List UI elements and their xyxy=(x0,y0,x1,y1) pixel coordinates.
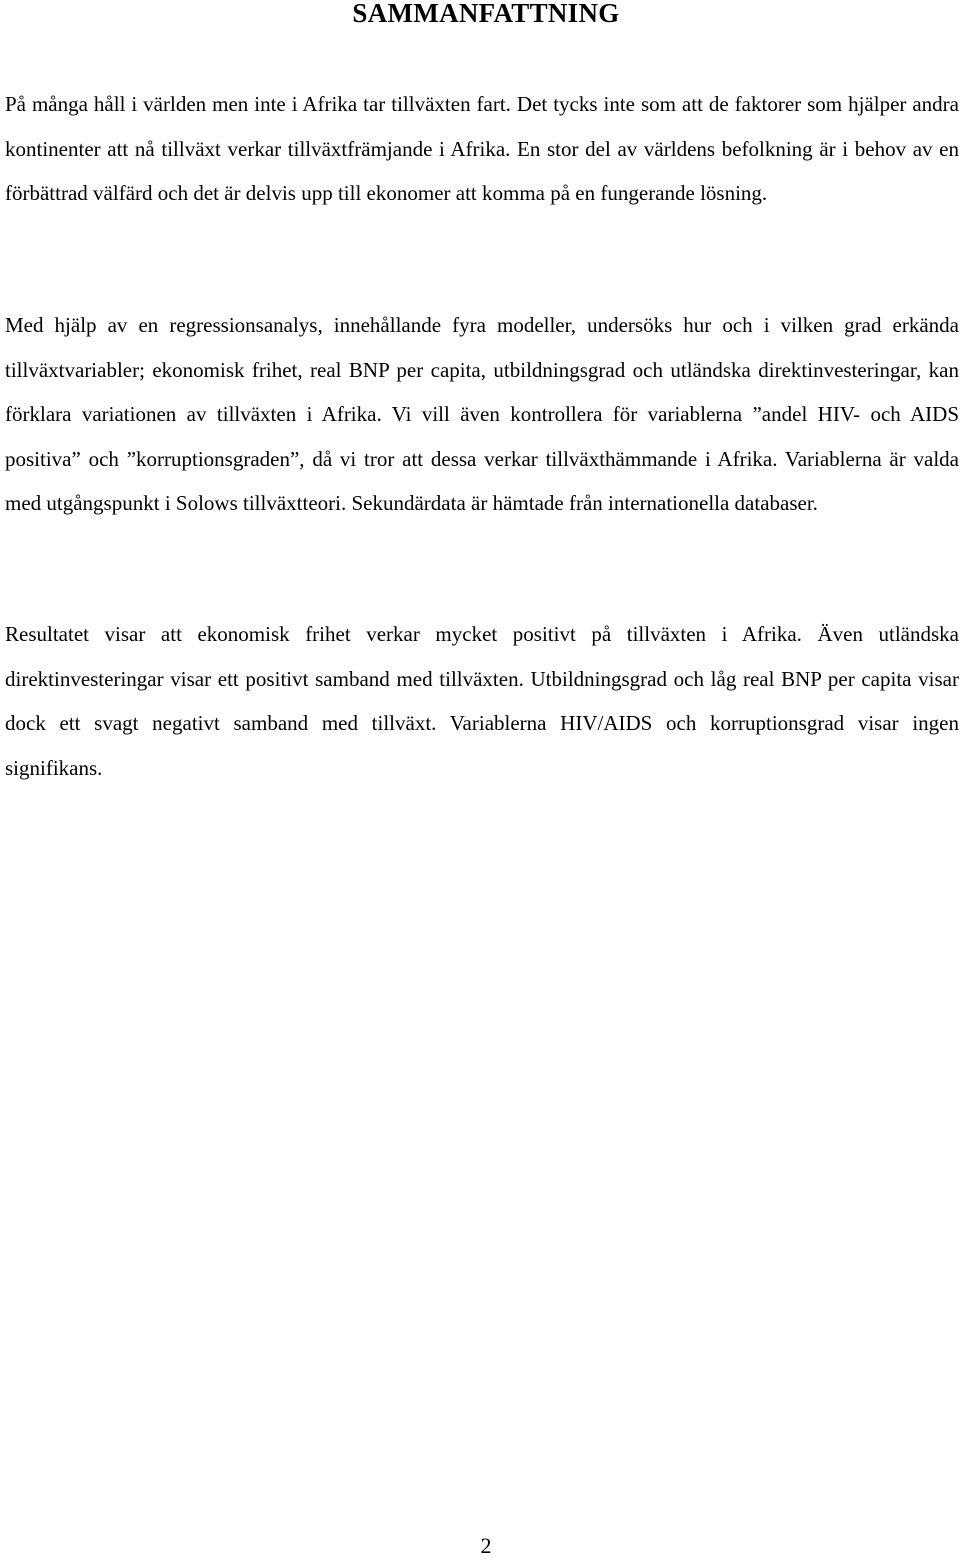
paragraph-intro: På många håll i världen men inte i Afrika tar tillväxten fart. Det tycks inte som att de faktorer som hjälper andra kontinenter att nå tillväxt verkar tillväxtfrämjande i Afrika. En stor del av världens befolkning är i behov av en förbättrad välfärd och det är delvis upp till ekonomer att komma på en fungerande lösning. xyxy=(5,92,959,205)
page-title: SAMMANFATTNING xyxy=(352,0,620,28)
paragraph-method: Med hjälp av en regressionsanalys, innehållande fyra modeller, undersöks hur och i vilken grad erkända tillväxtvariabler; ekonomisk frihet, real BNP per capita, utbildningsgrad och utländska direktinvesteringar, kan förklara variationen av tillväxten i Afrika. Vi vill även kontrollera för variablerna ”andel HIV- och AIDS positiva” och ”korruptionsgraden”, då vi tror att dessa verkar tillväxthämmande i Afrika. Variablerna är valda med utgångspunkt i Solows tillväxtteori. Sekundärdata är hämtade från internationella databaser. xyxy=(5,313,959,515)
paragraph-results: Resultatet visar att ekonomisk frihet verkar mycket positivt på tillväxten i Afrika. Även utländska direktinvesteringar visar ett positivt samband med tillväxten. Utbildningsgrad och låg real BNP per capita visar dock ett svagt negativt samband med tillväxt. Variablerna HIV/AIDS och korruptionsgrad visar ingen signifikans. xyxy=(5,622,959,780)
page-number: 2 xyxy=(480,1533,492,1558)
